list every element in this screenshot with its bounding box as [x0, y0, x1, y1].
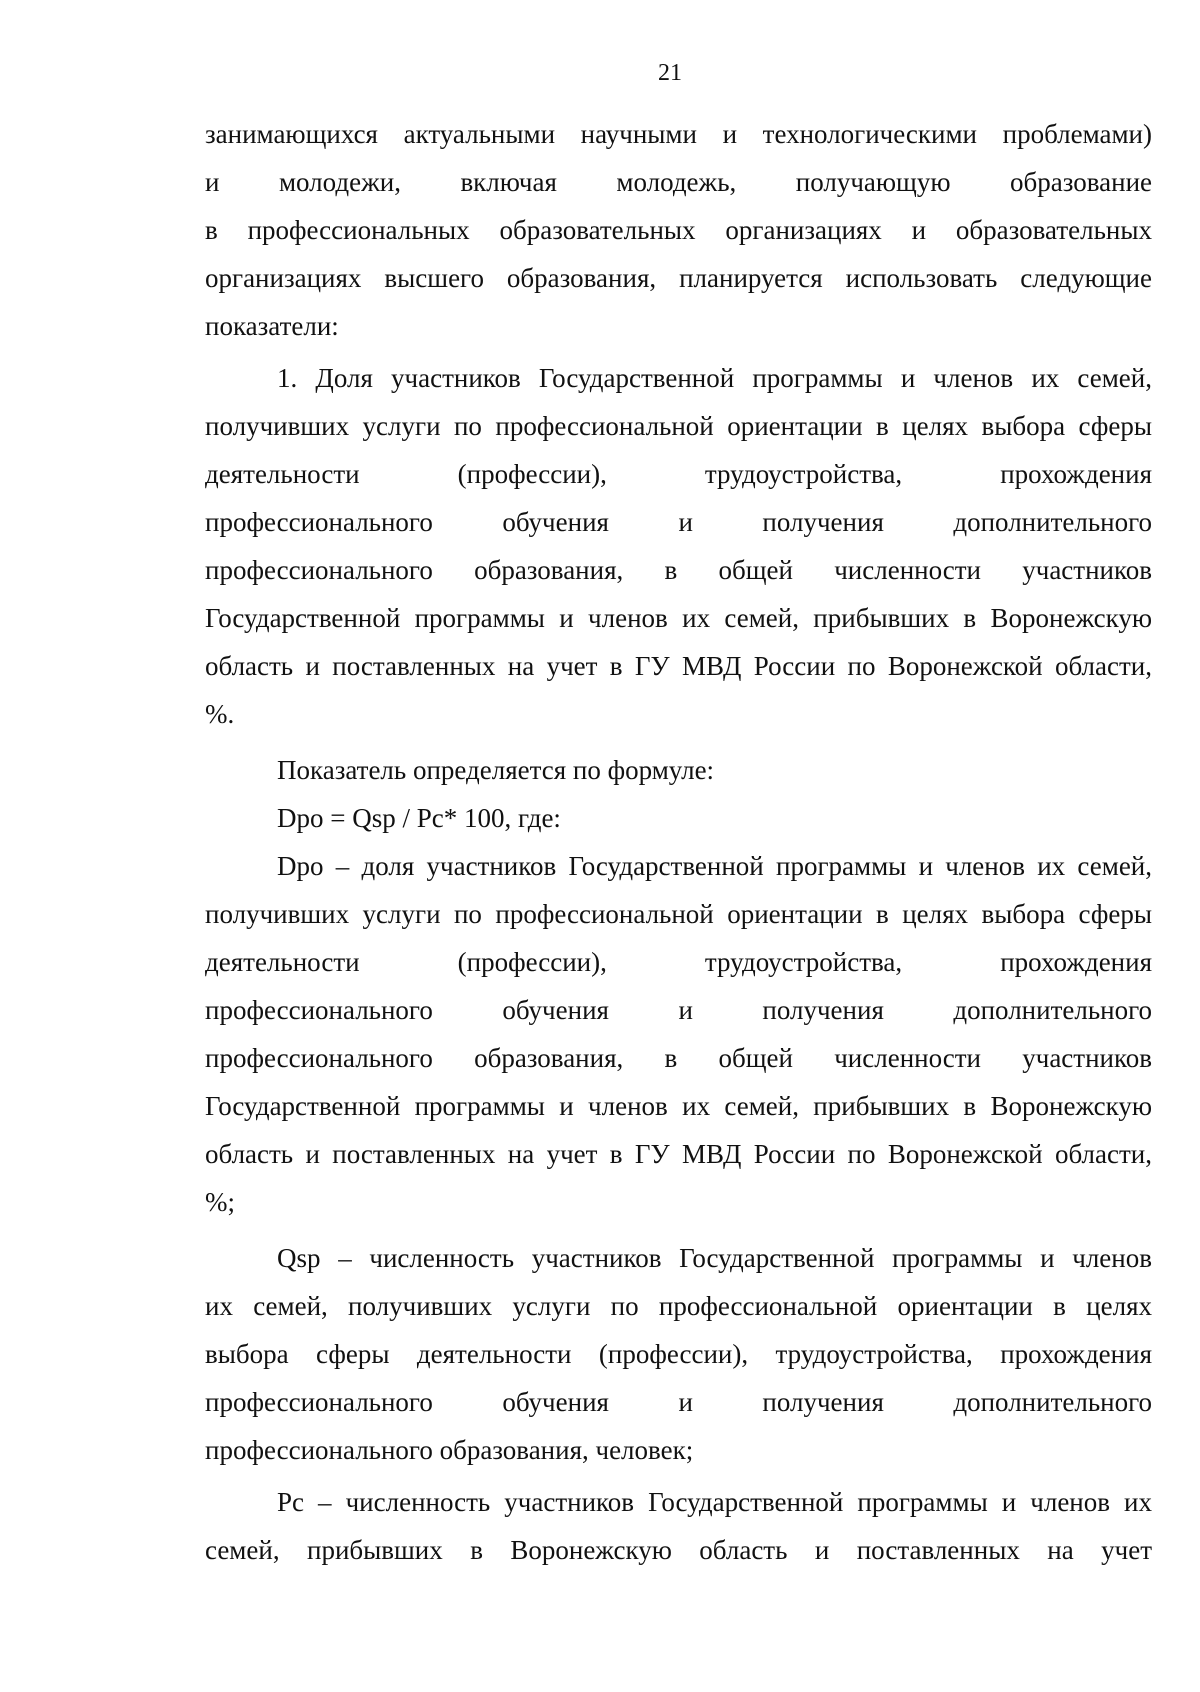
text-line: занимающихся актуальными научными и технологическими проблемами) [205, 119, 1152, 149]
text-line: профессионального образования, человек; [205, 1435, 694, 1465]
text-line: деятельности (профессии), трудоустройства, прохождения [205, 947, 1152, 977]
dpo-definition-paragraph [205, 842, 1152, 1226]
formula-paragraph [205, 794, 1152, 842]
text-line: их семей, получивших услуги по профессиональной ориентации в целях [205, 1291, 1152, 1321]
text-line: Qsp – численность участников Государственной программы и членов [277, 1243, 1152, 1273]
text-line: организациях высшего образования, планируется использовать следующие [205, 263, 1152, 293]
text-line: %; [205, 1187, 235, 1217]
qsp-definition-paragraph [205, 1234, 1152, 1474]
formula-intro-paragraph [205, 746, 1152, 794]
text-line: получивших услуги по профессиональной ориентации в целях выбора сферы [205, 411, 1152, 441]
intro-paragraph [205, 110, 1152, 350]
text-line: деятельности (профессии), трудоустройства, прохождения [205, 459, 1152, 489]
indicator-1-paragraph [205, 354, 1152, 738]
text-line: %. [205, 699, 235, 729]
text-line: показатели: [205, 311, 339, 341]
text-line: профессионального образования, в общей численности участников [205, 1043, 1152, 1073]
page-number: 21 [658, 60, 682, 86]
text-line: Показатель определяется по формуле: [277, 755, 715, 785]
formula: Dpo = Qsp / Pc* 100, где: [277, 803, 561, 833]
text-line: получивших услуги по профессиональной ориентации в целях выбора сферы [205, 899, 1152, 929]
text-line: Dpo – доля участников Государственной программы и членов их семей, [277, 851, 1152, 881]
text-line: область и поставленных на учет в ГУ МВД России по Воронежской области, [205, 1139, 1152, 1169]
text-line: профессионального обучения и получения дополнительного [205, 1387, 1152, 1417]
text-line: Государственной программы и членов их семей, прибывших в Воронежскую [205, 1091, 1152, 1121]
document-body [205, 110, 1152, 1574]
text-line: Pc – численность участников Государственной программы и членов их [277, 1487, 1152, 1517]
text-line: в профессиональных образовательных организациях и образовательных [205, 215, 1152, 245]
text-line: Государственной программы и членов их семей, прибывших в Воронежскую [205, 603, 1152, 633]
text-line: профессионального обучения и получения дополнительного [205, 507, 1152, 537]
text-line: выбора сферы деятельности (профессии), трудоустройства, прохождения [205, 1339, 1152, 1369]
text-line: 1. Доля участников Государственной программы и членов их семей, [277, 363, 1152, 393]
text-line: область и поставленных на учет в ГУ МВД России по Воронежской области, [205, 651, 1152, 681]
text-line: и молодежи, включая молодежь, получающую образование [205, 167, 1152, 197]
text-line: профессионального обучения и получения дополнительного [205, 995, 1152, 1025]
text-line: профессионального образования, в общей численности участников [205, 555, 1152, 585]
text-line: семей, прибывших в Воронежскую область и поставленных на учет [205, 1535, 1152, 1565]
pc-definition-paragraph [205, 1478, 1152, 1574]
